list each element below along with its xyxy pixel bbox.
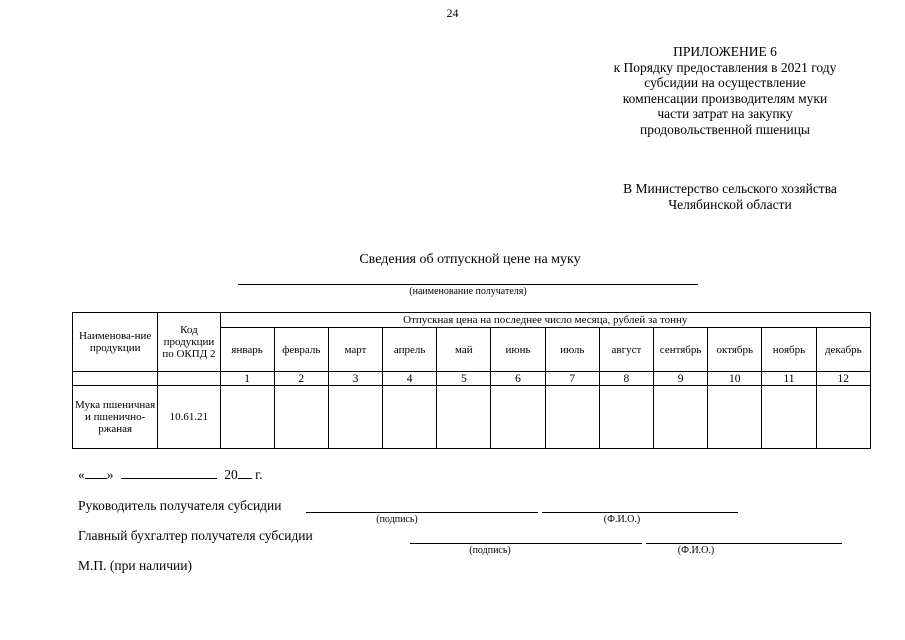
open-quote: « <box>78 467 85 482</box>
price-cell[interactable] <box>437 386 491 449</box>
price-cell[interactable] <box>762 386 816 449</box>
price-cell[interactable] <box>491 386 545 449</box>
head-signature-line[interactable] <box>306 512 538 513</box>
accountant-signature-label: Главный бухгалтер получателя субсидии <box>78 528 313 543</box>
page-number: 24 <box>446 6 459 20</box>
column-number: 12 <box>816 372 870 386</box>
recipient-name-caption: (наименование получателя) <box>409 286 527 297</box>
price-cell[interactable] <box>328 386 382 449</box>
form-title: Сведения об отпускной цене на муку <box>359 252 581 267</box>
price-cell[interactable] <box>599 386 653 449</box>
accountant-signature-caption: (подпись) <box>469 545 511 556</box>
header-month: апрель <box>383 328 437 372</box>
column-number: 10 <box>708 372 762 386</box>
header-month: январь <box>220 328 274 372</box>
price-cell[interactable] <box>274 386 328 449</box>
head-name-caption: (Ф.И.О.) <box>603 514 641 525</box>
price-cell[interactable] <box>220 386 274 449</box>
header-month: октябрь <box>708 328 762 372</box>
header-month: июль <box>545 328 599 372</box>
column-number: 9 <box>654 372 708 386</box>
appendix-line: к Порядку предоставления в 2021 году <box>613 59 837 75</box>
header-month: сентябрь <box>654 328 708 372</box>
column-number: 7 <box>545 372 599 386</box>
product-name-cell: Мука пшеничная и пшенично-ржаная <box>73 386 158 449</box>
stamp-label: М.П. (при наличии) <box>78 558 192 573</box>
header-product: Наименова-ние продукции <box>73 313 158 372</box>
head-name-line[interactable] <box>542 512 738 513</box>
column-number: 8 <box>599 372 653 386</box>
addressee-line: В Министерство сельского хозяйства <box>623 181 837 196</box>
appendix-header <box>590 44 860 137</box>
head-signature-caption: (подпись) <box>376 514 418 525</box>
header-month: ноябрь <box>762 328 816 372</box>
appendix-line: субсидии на осуществление <box>644 75 806 90</box>
header-month: август <box>599 328 653 372</box>
price-cell[interactable] <box>708 386 762 449</box>
accountant-signature-line[interactable] <box>410 543 642 544</box>
column-number: 2 <box>274 372 328 386</box>
month-blank[interactable] <box>121 466 217 479</box>
appendix-line: компенсации производителям муки <box>622 90 828 106</box>
column-number: 3 <box>328 372 382 386</box>
number-cell-empty <box>158 372 220 386</box>
header-code: Код продукции по ОКПД 2 <box>158 313 220 372</box>
head-signature-label: Руководитель получателя субсидии <box>78 498 282 513</box>
year-prefix: 20 <box>224 467 238 482</box>
header-month: февраль <box>274 328 328 372</box>
column-number: 1 <box>220 372 274 386</box>
price-table <box>72 312 871 449</box>
header-month: май <box>437 328 491 372</box>
appendix-title: ПРИЛОЖЕНИЕ 6 <box>673 44 777 59</box>
year-suffix: г. <box>255 467 263 482</box>
column-number: 11 <box>762 372 816 386</box>
column-number: 5 <box>437 372 491 386</box>
number-cell-empty <box>73 372 158 386</box>
header-month: март <box>328 328 382 372</box>
addressee-block <box>600 181 860 212</box>
accountant-name-line[interactable] <box>646 543 842 544</box>
header-month: декабрь <box>816 328 870 372</box>
day-blank[interactable] <box>85 466 107 479</box>
price-cell[interactable] <box>383 386 437 449</box>
recipient-name-line[interactable] <box>238 284 698 285</box>
close-quote: » <box>106 467 114 482</box>
product-code-cell: 10.61.21 <box>158 386 220 449</box>
price-cell[interactable] <box>654 386 708 449</box>
header-month: июнь <box>491 328 545 372</box>
appendix-line: продовольственной пшеницы <box>639 121 811 137</box>
year-blank[interactable] <box>238 466 252 479</box>
appendix-line: части затрат на закупку <box>657 106 793 121</box>
addressee-line: Челябинской области <box>668 196 792 212</box>
accountant-name-caption: (Ф.И.О.) <box>677 545 715 556</box>
column-number: 6 <box>491 372 545 386</box>
price-cell[interactable] <box>545 386 599 449</box>
price-cell[interactable] <box>816 386 870 449</box>
header-price-group: Отпускная цена на последнее число месяца, рублей за тонну <box>220 313 870 328</box>
date-line <box>78 466 263 483</box>
column-number: 4 <box>383 372 437 386</box>
